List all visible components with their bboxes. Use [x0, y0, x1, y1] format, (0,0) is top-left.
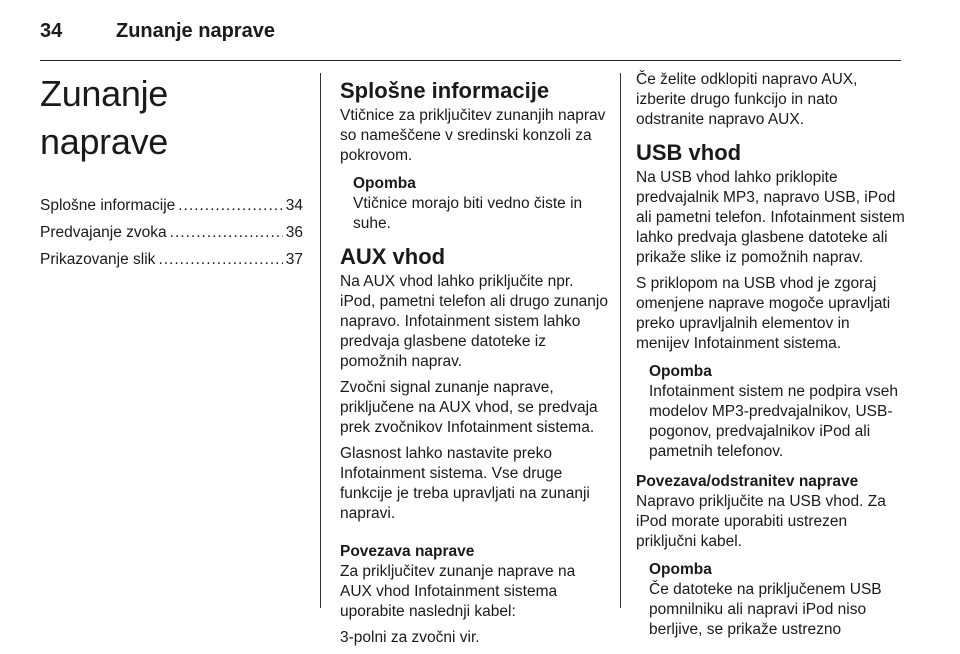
usb-paragraph: S priklopom na USB vhod je zgoraj omenjene naprave mogoče upravljati preko upravljalnih elementov in menijev Infotainment sistema.: [636, 275, 891, 352]
note-title: Opomba: [353, 175, 416, 192]
note-text: Infotainment sistem ne podpira vseh modelov MP3-predvajalnikov, USB-pogonov, predvajalnikov iPod ali pametnih telefonov.: [649, 383, 898, 460]
column-divider: [620, 73, 621, 608]
aux-cable: 3-polni za zvočni vir.: [340, 629, 480, 646]
running-title: Zunanje naprave: [116, 20, 275, 42]
note-box: [649, 362, 906, 462]
toc-entry[interactable]: [40, 192, 303, 219]
column-2: [340, 70, 608, 654]
section-heading-aux: AUX vhod: [340, 244, 446, 269]
aux-paragraph: Na AUX vhod lahko priključite npr. iPod, pametni telefon ali drugo zunanjo napravo. Infotainment sistem lahko predvaja glasbene datoteke iz pomožnih naprav.: [340, 273, 608, 370]
chapter-title: Zunanje naprave: [40, 73, 168, 162]
aux-connect-text: Za priključitev zunanje naprave na AUX vhod Infotainment sistema uporabite naslednji kabel:: [340, 563, 576, 620]
toc-leader: [178, 192, 282, 219]
toc-leader: [158, 246, 282, 273]
toc-label: Splošne informacije: [40, 197, 176, 214]
header-rule: [40, 60, 901, 61]
section-heading-general: Splošne informacije: [340, 78, 550, 103]
page-number: 34: [40, 20, 63, 42]
toc-label: Predvajanje zvoka: [40, 224, 167, 241]
toc-entry[interactable]: [40, 219, 303, 246]
toc-page: 34: [285, 197, 303, 214]
toc-leader: [170, 219, 283, 246]
usb-paragraph: Na USB vhod lahko priklopite predvajalnik MP3, napravo USB, iPod ali pametni telefon. Infotainment sistem lahko predvaja glasbene datoteke ali prikaže slike iz pomožnih naprav.: [636, 169, 905, 266]
toc-page: 36: [285, 224, 303, 241]
note-title: Opomba: [649, 561, 712, 578]
note-text: Vtičnice morajo biti vedno čiste in suhe.: [353, 195, 583, 232]
toc-entry[interactable]: [40, 246, 303, 273]
section-heading-usb: USB vhod: [636, 140, 742, 165]
column-1: [40, 70, 303, 273]
toc-label: Prikazovanje slik: [40, 251, 156, 268]
note-box: [649, 560, 906, 640]
usb-connect-text: Napravo priključite na USB vhod. Za iPod morate uporabiti ustrezen priključni kabel.: [636, 493, 886, 550]
column-divider: [320, 73, 321, 608]
subheading-connect-usb: Povezava/odstranitev naprave: [636, 473, 859, 490]
note-text: Če datoteke na priključenem USB pomnilniku ali napravi iPod niso berljive, se prikaže ustrezno: [649, 581, 882, 638]
general-intro: Vtičnice za priključitev zunanjih naprav so nameščene v sredinski konzoli za pokrovom.: [340, 107, 606, 164]
toc-page: 37: [285, 251, 303, 268]
aux-paragraph: Zvočni signal zunanje naprave, priključene na AUX vhod, se predvaja prek zvočnikov Infotainment sistema.: [340, 379, 598, 436]
note-box: [353, 174, 608, 234]
table-of-contents: [40, 192, 303, 273]
column-3: [636, 70, 906, 650]
subheading-connect: Povezava naprave: [340, 543, 475, 560]
aux-paragraph: Glasnost lahko nastavite preko Infotainment sistema. Vse druge funkcije je treba upravljati na zunanji napravi.: [340, 445, 590, 522]
aux-disconnect: Če želite odklopiti napravo AUX, izberite drugo funkcijo in nato odstranite napravo AUX.: [636, 71, 858, 128]
note-title: Opomba: [649, 363, 712, 380]
